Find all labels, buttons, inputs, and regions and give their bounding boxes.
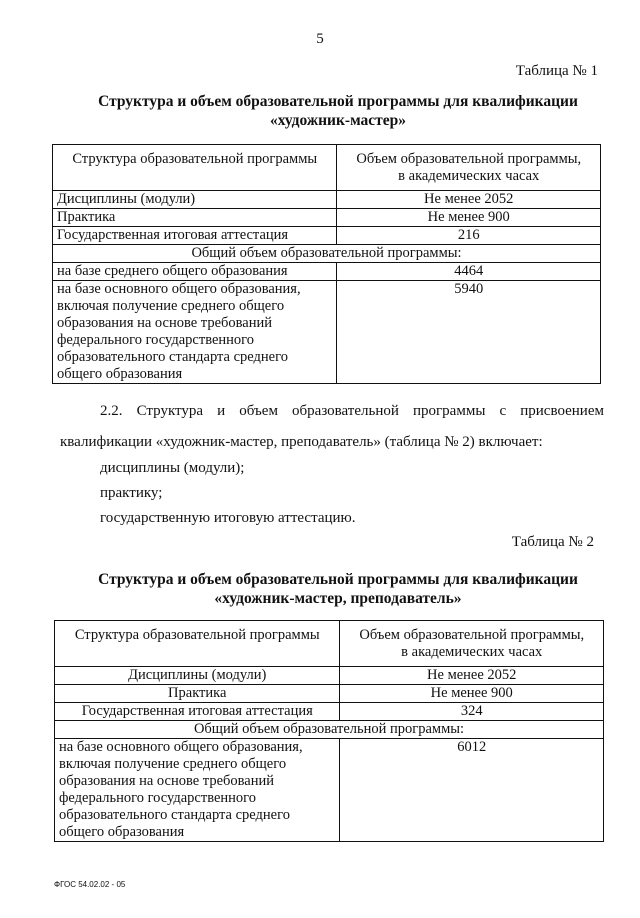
- table1-title-line1: Структура и объем образовательной программы для квалификации: [98, 93, 578, 110]
- row-label-line: образования на основе требований: [57, 315, 273, 331]
- row-label: Дисциплины (модули): [53, 191, 337, 209]
- row-value: Не менее 900: [340, 685, 604, 703]
- table2-label: Таблица № 2: [511, 534, 594, 550]
- row-value: 4464: [337, 263, 601, 281]
- row-label-line: федерального государственного: [57, 332, 255, 348]
- row-label: Государственная итоговая аттестация: [53, 227, 337, 245]
- table1-title-line2: «художник-мастер»: [269, 112, 407, 129]
- row-label-line: на базе основного общего образования,: [59, 739, 303, 755]
- table-row: [53, 263, 601, 281]
- table-row: [55, 721, 604, 739]
- row-label: [53, 281, 337, 384]
- row-label-line: включая получение среднего общего: [59, 756, 287, 772]
- table1-header-volume-line2: в академических часах: [398, 168, 540, 184]
- row-label: на базе среднего общего образования: [53, 263, 337, 281]
- row-label: Дисциплины (модули): [55, 667, 340, 685]
- table-row: [55, 703, 604, 721]
- table1-header-volume: [337, 145, 601, 191]
- row-label-line: образовательного стандарта среднего: [57, 349, 288, 365]
- row-label-line: общего образования: [59, 824, 185, 840]
- row-value: Не менее 900: [337, 209, 601, 227]
- table1: [52, 144, 601, 384]
- table-row: [53, 245, 601, 263]
- total-header: Общий объем образовательной программы:: [55, 721, 604, 739]
- table-row: [53, 227, 601, 245]
- row-label: [55, 739, 340, 842]
- table2-title: [60, 570, 616, 608]
- table2-title-line2: «художник-мастер, преподаватель»: [214, 590, 462, 607]
- table-row: [55, 739, 604, 842]
- table2-title-line1: Структура и объем образовательной программы для квалификации: [98, 571, 578, 588]
- row-label-line: общего образования: [57, 366, 183, 382]
- table2: [54, 620, 604, 842]
- table-row: [53, 209, 601, 227]
- table2-header-volume-line2: в академических часах: [401, 644, 543, 660]
- table2-header-volume-line1: Объем образовательной программы,: [359, 627, 585, 643]
- list-item: дисциплины (модули);: [100, 460, 245, 476]
- row-label-line: включая получение среднего общего: [57, 298, 285, 314]
- row-label-line: образования на основе требований: [59, 773, 275, 789]
- paragraph-line1: 2.2. Структура и объем образовательной программы с присвоением: [100, 403, 604, 419]
- total-header: Общий объем образовательной программы:: [53, 245, 601, 263]
- table1-header-volume-line1: Объем образовательной программы,: [356, 151, 582, 167]
- row-value: 5940: [337, 281, 601, 384]
- row-value: 6012: [340, 739, 604, 842]
- page-number: 5: [316, 31, 324, 47]
- table1-label: Таблица № 1: [515, 63, 598, 79]
- footer-code: ФГОС 54.02.02 - 05: [54, 880, 126, 889]
- table-row: [53, 281, 601, 384]
- row-label: Практика: [55, 685, 340, 703]
- list-item: практику;: [100, 485, 163, 501]
- row-value: Не менее 2052: [340, 667, 604, 685]
- row-value: 216: [337, 227, 601, 245]
- list-item: государственную итоговую аттестацию.: [100, 510, 356, 526]
- row-label: Практика: [53, 209, 337, 227]
- row-label-line: на базе основного общего образования,: [57, 281, 301, 297]
- row-value: 324: [340, 703, 604, 721]
- table1-header-structure: Структура образовательной программы: [53, 145, 337, 191]
- table-row: [55, 685, 604, 703]
- table-row: [53, 191, 601, 209]
- row-label-line: федерального государственного: [59, 790, 257, 806]
- row-value: Не менее 2052: [337, 191, 601, 209]
- row-label: Государственная итоговая аттестация: [55, 703, 340, 721]
- table-row: [55, 667, 604, 685]
- table2-header-volume: [340, 621, 604, 667]
- table1-title: [60, 92, 616, 130]
- table2-header-structure: Структура образовательной программы: [55, 621, 340, 667]
- row-label-line: образовательного стандарта среднего: [59, 807, 290, 823]
- paragraph-line2: квалификации «художник-мастер, преподаватель» (таблица № 2) включает:: [60, 434, 543, 450]
